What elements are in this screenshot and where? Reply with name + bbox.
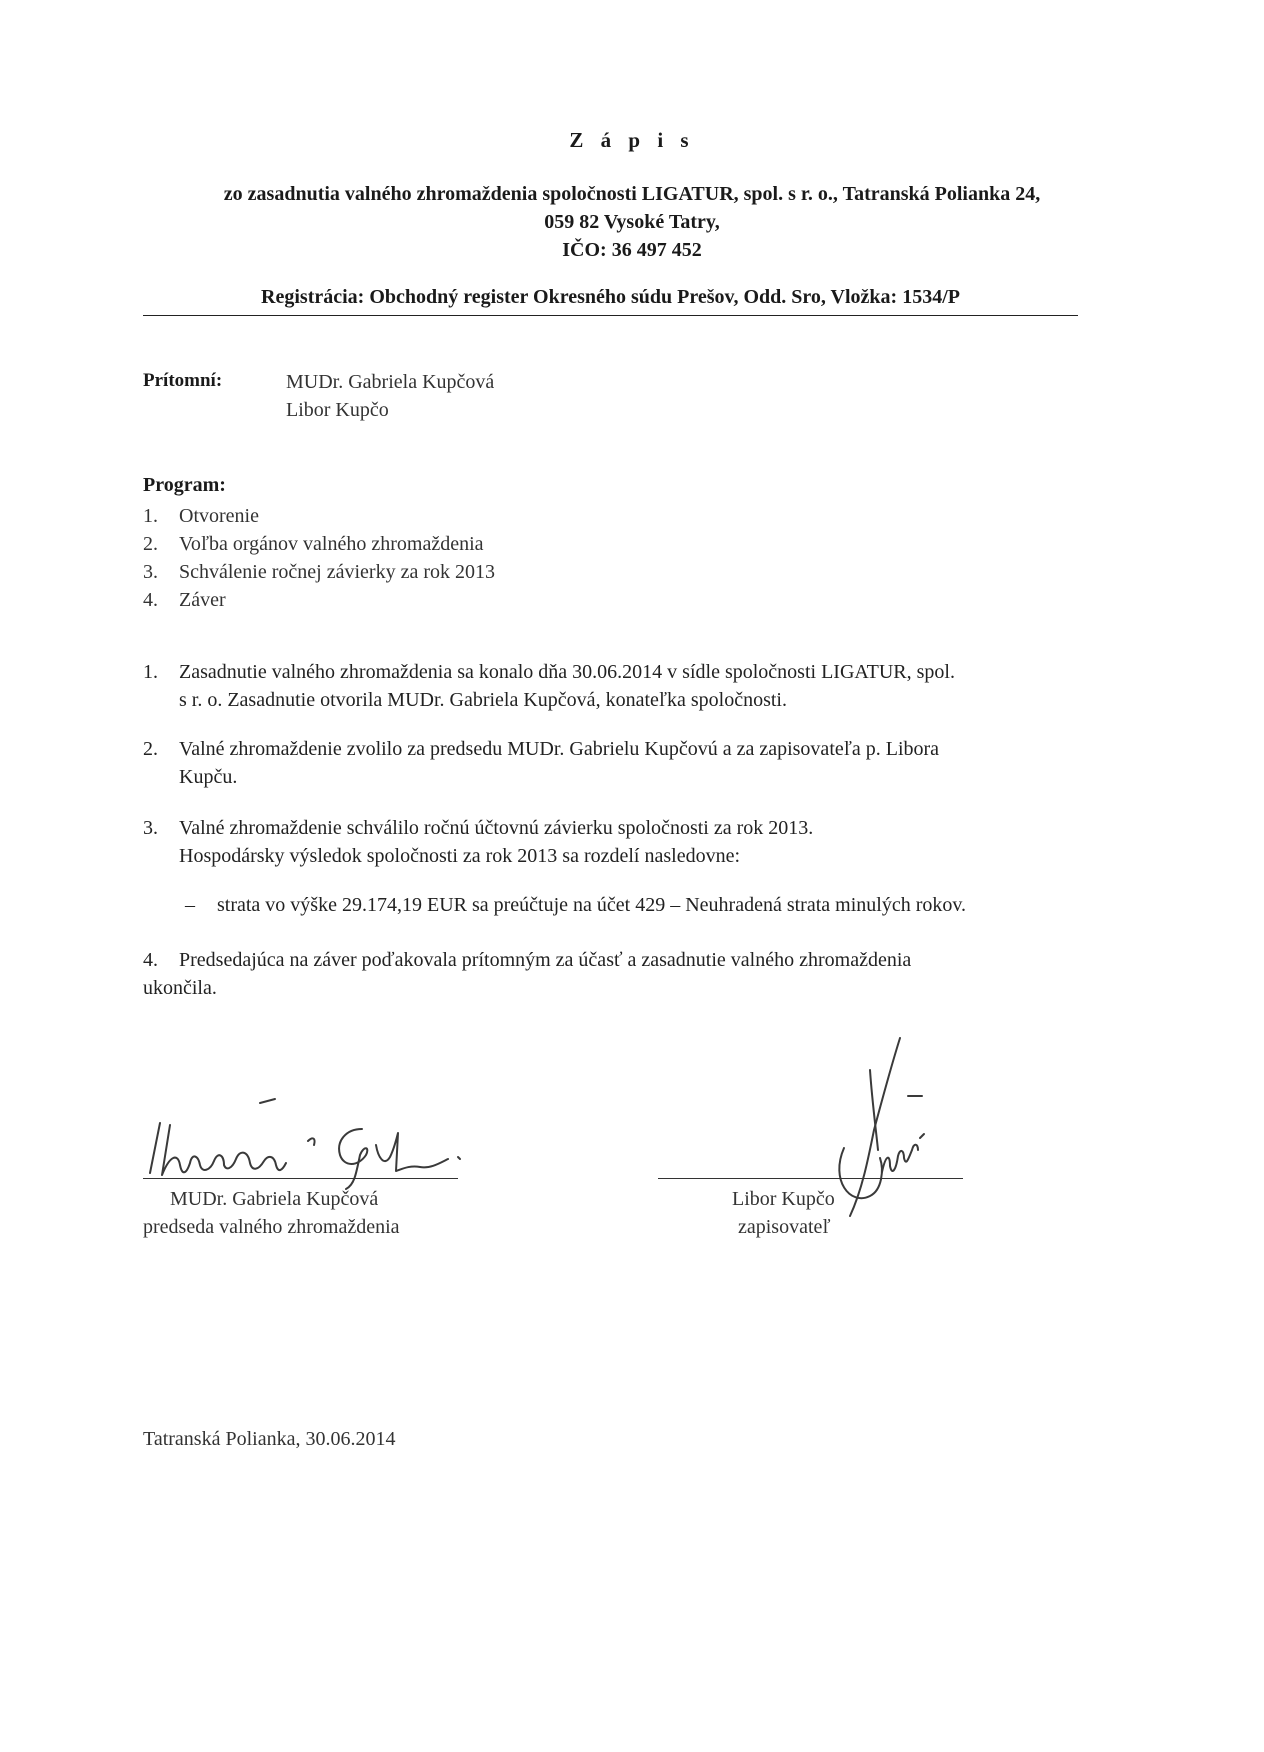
header-divider — [143, 315, 1078, 316]
paragraph-number: 3. — [143, 817, 158, 839]
document-title: Z á p i s — [569, 128, 695, 152]
paragraph-2 — [143, 735, 1103, 791]
program-item-text: Otvorenie — [179, 505, 259, 527]
paragraph-4 — [143, 946, 1103, 1002]
paragraph-text: ukončila. — [143, 977, 217, 999]
program-item — [143, 502, 495, 530]
program-item-text: Záver — [179, 589, 226, 611]
paragraph-text: Zasadnutie valného zhromaždenia sa konalo dňa 30.06.2014 v sídle spoločnosti LIGATUR, spol. — [179, 661, 955, 683]
bullet-dash: – — [185, 894, 195, 916]
signer-role-left: predseda valného zhromaždenia — [143, 1216, 400, 1238]
program-item — [143, 586, 495, 614]
present-name-2: Libor Kupčo — [286, 399, 389, 421]
paragraph-number: 1. — [143, 661, 158, 683]
program-item — [143, 558, 495, 586]
paragraph-text: Hospodársky výsledok spoločnosti za rok 2013 sa rozdelí nasledovne: — [179, 845, 741, 867]
bullet-text: strata vo výške 29.174,19 EUR sa preúčtuje na účet 429 – Neuhradená strata minulých rokov. — [217, 894, 967, 916]
present-names — [286, 368, 494, 424]
place-and-date: Tatranská Polianka, 30.06.2014 — [143, 1428, 396, 1450]
signer-name-left: MUDr. Gabriela Kupčová — [170, 1188, 379, 1210]
signer-role-right: zapisovateľ — [738, 1216, 831, 1238]
company-line-2: 059 82 Vysoké Tatry, — [544, 211, 720, 233]
paragraph-text: Predsedajúca na záver poďakovala prítomným za účasť a zasadnutie valného zhromaždenia — [179, 949, 912, 971]
registration-line: Registrácia: Obchodný register Okresného súdu Prešov, Odd. Sro, Vložka: 1534/P — [261, 286, 960, 308]
program-item-number: 2. — [143, 533, 158, 555]
program-item-number: 4. — [143, 589, 158, 611]
paragraph-3 — [143, 814, 1103, 870]
program-list — [143, 502, 495, 614]
present-name-1: MUDr. Gabriela Kupčová — [286, 371, 495, 393]
paragraph-1 — [143, 658, 1103, 714]
signature-line-left — [143, 1178, 458, 1179]
program-label: Program: — [143, 474, 226, 496]
paragraph-text: s r. o. Zasadnutie otvorila MUDr. Gabriela Kupčová, konateľka spoločnosti. — [179, 689, 787, 711]
paragraph-number: 4. — [143, 949, 158, 971]
signature-block-right — [732, 1185, 835, 1241]
program-item — [143, 530, 495, 558]
company-line-3: IČO: 36 497 452 — [562, 239, 702, 261]
signature-block-left — [143, 1185, 400, 1241]
paragraph-text: Valné zhromaždenie schválilo ročnú účtovnú závierku spoločnosti za rok 2013. — [179, 817, 814, 839]
signature-line-right — [658, 1178, 963, 1179]
present-label: Prítomní: — [143, 370, 223, 391]
signer-name-right: Libor Kupčo — [732, 1188, 835, 1210]
program-item-text: Voľba orgánov valného zhromaždenia — [179, 533, 484, 555]
paragraph-number: 2. — [143, 738, 158, 760]
paragraph-text: Valné zhromaždenie zvolilo za predsedu MUDr. Gabrielu Kupčovú a za zapisovateľa p. Libora — [179, 738, 940, 760]
paragraph-3-bullet — [185, 894, 966, 917]
company-header — [0, 180, 1264, 264]
paragraph-text: Kupču. — [179, 766, 238, 788]
program-item-number: 1. — [143, 505, 158, 527]
program-item-number: 3. — [143, 561, 158, 583]
program-item-text: Schválenie ročnej závierky za rok 2013 — [179, 561, 495, 583]
company-line-1: zo zasadnutia valného zhromaždenia spoločnosti LIGATUR, spol. s r. o., Tatranská Polianka 24, — [223, 183, 1041, 205]
